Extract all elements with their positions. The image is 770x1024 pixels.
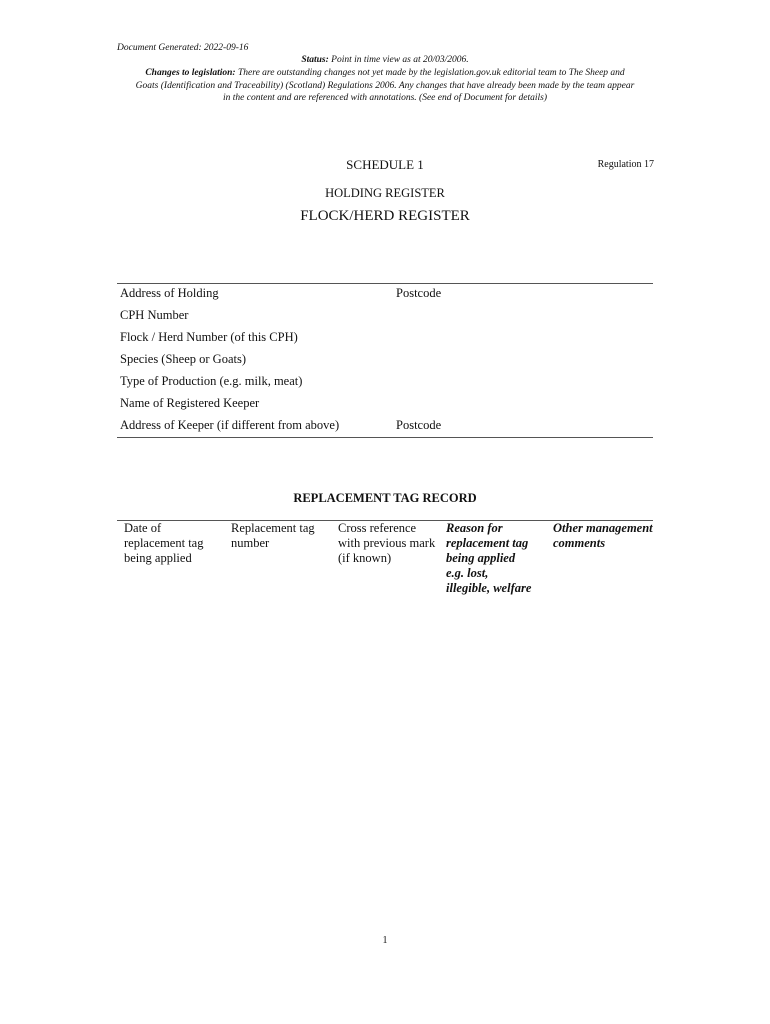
column-header-tag-number: Replacement tag number bbox=[231, 521, 315, 550]
type-of-production-label: Type of Production (e.g. milk, meat) bbox=[120, 374, 303, 388]
page-number: 1 bbox=[382, 935, 388, 946]
flock-herd-register-title: FLOCK/HERD REGISTER bbox=[300, 208, 470, 224]
flock-herd-number-label: Flock / Herd Number (of this CPH) bbox=[120, 330, 298, 344]
status-label: Status: bbox=[301, 55, 329, 65]
status-line bbox=[0, 55, 770, 65]
keeper-postcode-label: Postcode bbox=[396, 418, 442, 432]
address-of-holding-label: Address of Holding bbox=[120, 286, 219, 300]
registered-keeper-label: Name of Registered Keeper bbox=[120, 396, 260, 410]
regulation-reference: Regulation 17 bbox=[597, 159, 654, 170]
address-of-keeper-label: Address of Keeper (if different from above) bbox=[120, 418, 340, 432]
changes-notice bbox=[135, 67, 635, 105]
column-header-cross-reference: Cross reference with previous mark (if known) bbox=[338, 521, 436, 565]
holding-postcode-label: Postcode bbox=[396, 286, 442, 300]
register-bottom-rule bbox=[117, 437, 653, 438]
changes-label: Changes to legislation: bbox=[145, 68, 236, 78]
cph-number-label: CPH Number bbox=[120, 308, 189, 322]
schedule-title: SCHEDULE 1 bbox=[346, 157, 424, 172]
changes-text: There are outstanding changes not yet made by the legislation.gov.uk editorial team to The Sheep and Goats (Identification and Traceability) (Scotland) Regulations 2006. Any changes that have already been made by the team appear in the content and are referenced with annotations. (See end of Document for details) bbox=[135, 68, 635, 103]
column-header-reason: Reason for replacement tag being applied e.g. lost, illegible, welfare bbox=[446, 521, 532, 595]
register-top-rule bbox=[117, 283, 653, 284]
species-label: Species (Sheep or Goats) bbox=[120, 352, 247, 366]
status-text: Point in time view as at 20/03/2006. bbox=[331, 55, 469, 65]
column-header-comments: Other management comments bbox=[553, 521, 653, 550]
replacement-tag-record-title: REPLACEMENT TAG RECORD bbox=[293, 491, 477, 505]
holding-register-title: HOLDING REGISTER bbox=[325, 186, 445, 200]
column-header-date: Date of replacement tag being applied bbox=[124, 521, 204, 565]
document-generated-date: Document Generated: 2022-09-16 bbox=[117, 43, 249, 53]
